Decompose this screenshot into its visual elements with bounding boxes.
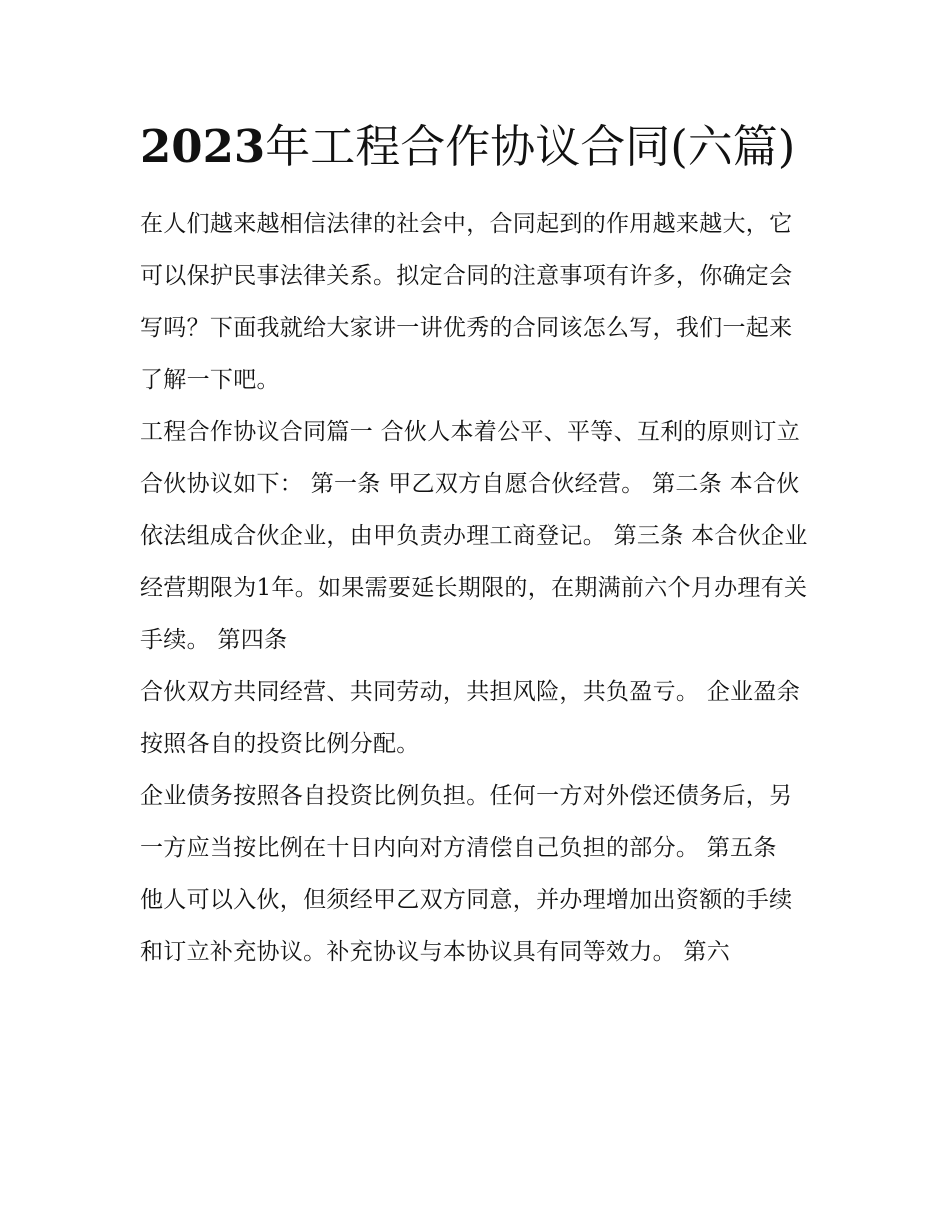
document-page bbox=[140, 112, 815, 978]
title-year: 2023 bbox=[140, 120, 266, 173]
paragraph-intro: 在人们越来越相信法律的社会中，合同起到的作用越来越大，它可以保护民事法律关系。拟定合同的注意事项有许多，你确定会写吗？下面我就给大家讲一讲优秀的合同该怎么写，我们一起来了解一下吧。 bbox=[140, 211, 793, 393]
paragraph-new-partner: 他人可以入伙，但须经甲乙双方同意，并办理增加出资额的手续和订立补充协议。补充协议与本协议具有同等效力。 第六 bbox=[140, 887, 793, 965]
title-text: 年工程合作协议合同(六篇) bbox=[265, 120, 796, 173]
paragraph-profit-sharing: 合伙双方共同经营、共同劳动，共担风险，共负盈亏。 企业盈余按照各自的投资比例分配。 bbox=[140, 679, 801, 757]
paragraph-debt: 企业债务按照各自投资比例负担。任何一方对外偿还债务后，另一方应当按比例在十日内向对方清偿自己负担的部分。 第五条 bbox=[140, 783, 793, 861]
paragraph-article-1-4: 工程合作协议合同篇一 合伙人本着公平、平等、互利的原则订立合伙协议如下： 第一条 甲乙双方自愿合伙经营。 第二条 本合伙依法组成合伙企业，由甲负责办理工商登记。 第三条 本合伙企业经营期限为1年。如果需要延长期限的，在期满前六个月办理有关手续。 第四条 bbox=[140, 419, 808, 653]
document-title bbox=[140, 112, 815, 182]
